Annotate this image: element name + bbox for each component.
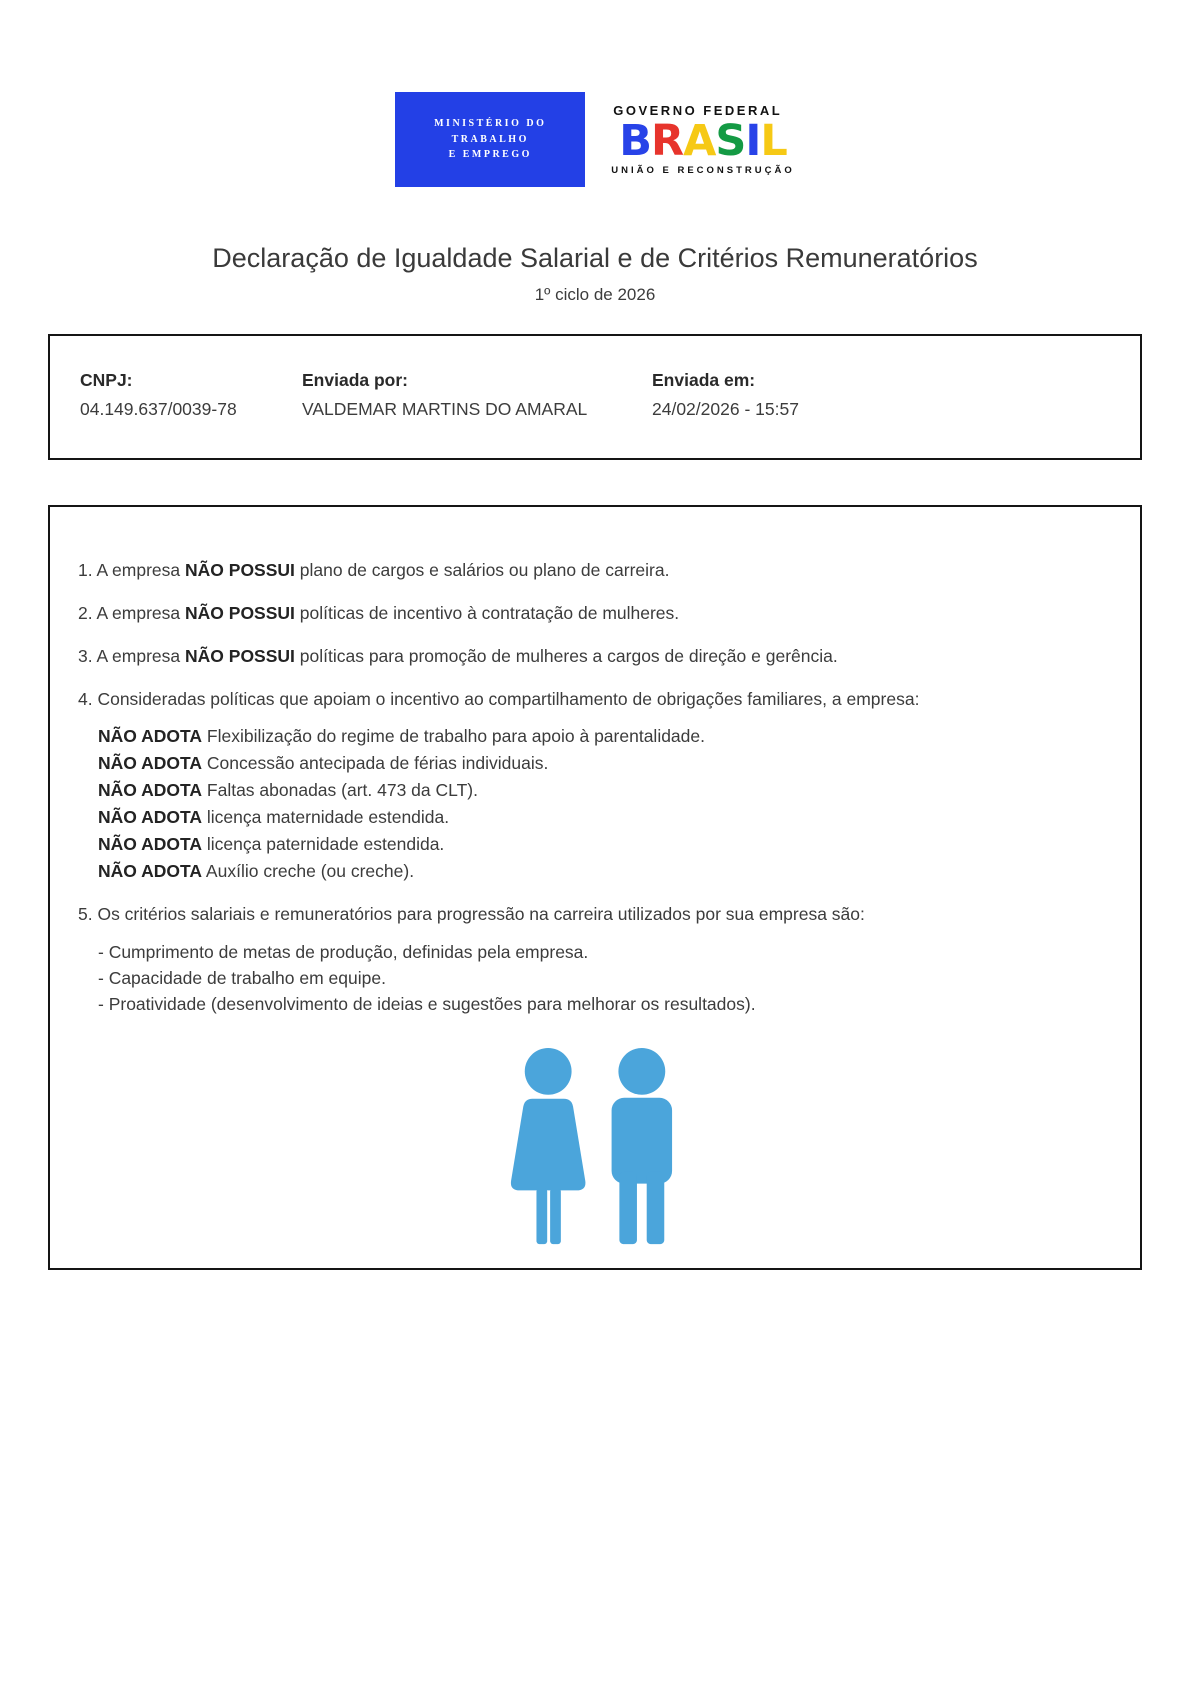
man-icon (612, 1048, 672, 1244)
page-subtitle: 1º ciclo de 2026 (534, 285, 656, 304)
brasil-letter: B (619, 115, 651, 166)
declaration-item-5 (78, 903, 1112, 926)
item-emphasis: NÃO POSSUI (185, 603, 295, 623)
declaration-item-3 (78, 645, 1112, 668)
item-text: 2. A empresa (78, 603, 186, 623)
declaration-box (48, 505, 1142, 1270)
criteria-line: - Proatividade (desenvolvimento de ideias e sugestões para melhorar os resultados). (98, 994, 756, 1014)
policy-line (98, 777, 1112, 804)
brasil-letter: I (745, 115, 761, 166)
declaration-item-1 (78, 559, 1112, 582)
header-logos (0, 0, 1190, 187)
criteria-line: - Capacidade de trabalho em equipe. (98, 968, 386, 988)
governo-federal-label: GOVERNO FEDERAL (613, 102, 783, 118)
submission-info-box (48, 334, 1142, 460)
item-5-criteria-list (98, 939, 1112, 1017)
policy-status: NÃO ADOTA (98, 834, 203, 854)
item-emphasis: NÃO POSSUI (185, 646, 295, 666)
item-text: políticas para promoção de mulheres a cargos de direção e gerência. (294, 646, 838, 666)
criteria-line: - Cumprimento de metas de produção, definidas pela empresa. (98, 942, 589, 962)
ministry-of-labor-logo (395, 92, 585, 187)
uniao-e-reconstrucao-label: UNIÃO E RECONSTRUÇÃO (611, 165, 795, 177)
policy-status: NÃO ADOTA (98, 780, 203, 800)
policy-status: NÃO ADOTA (98, 861, 203, 881)
item-text: políticas de incentivo à contratação de mulheres. (294, 603, 680, 623)
item-emphasis: NÃO POSSUI (185, 560, 295, 580)
policy-text: Flexibilização do regime de trabalho para apoio à parentalidade. (202, 726, 705, 746)
policy-line (98, 858, 1112, 885)
policy-line (98, 723, 1112, 750)
brasil-letter: R (650, 115, 684, 166)
policy-text: Auxílio creche (ou creche). (202, 861, 415, 881)
sent-at-field (652, 370, 1110, 420)
policy-text: Concessão antecipada de férias individuais. (202, 753, 549, 773)
brasil-letter: A (683, 115, 716, 166)
declaration-item-2 (78, 602, 1112, 625)
policy-line (98, 750, 1112, 777)
woman-and-man-icon (502, 1047, 688, 1247)
page-title: Declaração de Igualdade Salarial e de Critérios Remuneratórios (212, 243, 978, 273)
woman-icon (511, 1048, 586, 1244)
brasil-wordmark (619, 115, 787, 166)
item-text: 3. A empresa (78, 646, 186, 666)
cnpj-label: CNPJ: (80, 370, 133, 390)
policy-text: licença maternidade estendida. (202, 807, 450, 827)
cnpj-field (80, 370, 302, 420)
policy-text: Faltas abonadas (art. 473 da CLT). (202, 780, 478, 800)
sent-at-label: Enviada em: (652, 370, 756, 390)
item-4-policy-list (98, 723, 1112, 885)
item-text: 4. Consideradas políticas que apoiam o incentivo ao compartilhamento de obrigações familiares, a empresa: (78, 689, 920, 709)
policy-status: NÃO ADOTA (98, 807, 203, 827)
ministry-logo-line: E EMPREGO (448, 149, 532, 161)
policy-text: licença paternidade estendida. (202, 834, 445, 854)
brasil-letter: L (760, 115, 787, 166)
item-text: plano de cargos e salários ou plano de carreira. (294, 560, 670, 580)
sent-by-label: Enviada por: (302, 370, 408, 390)
sent-at-value: 24/02/2026 - 15:57 (652, 399, 799, 419)
brasil-letter: S (715, 115, 746, 166)
policy-line (98, 804, 1112, 831)
title-block (0, 243, 1190, 305)
item-text: 5. Os critérios salariais e remuneratórios para progressão na carreira utilizados por sua empresa são: (78, 904, 865, 924)
declaration-item-4 (78, 688, 1112, 711)
sent-by-field (302, 370, 652, 420)
ministry-logo-line: MINISTÉRIO DO (434, 118, 547, 130)
item-text: 1. A empresa (78, 560, 186, 580)
policy-status: NÃO ADOTA (98, 726, 203, 746)
federal-government-brasil-logo (611, 103, 795, 176)
ministry-logo-line: TRABALHO (451, 133, 529, 145)
policy-line (98, 831, 1112, 858)
sent-by-value: VALDEMAR MARTINS DO AMARAL (302, 399, 588, 419)
icon-container (78, 1047, 1112, 1247)
policy-status: NÃO ADOTA (98, 753, 203, 773)
cnpj-value: 04.149.637/0039-78 (80, 399, 237, 419)
